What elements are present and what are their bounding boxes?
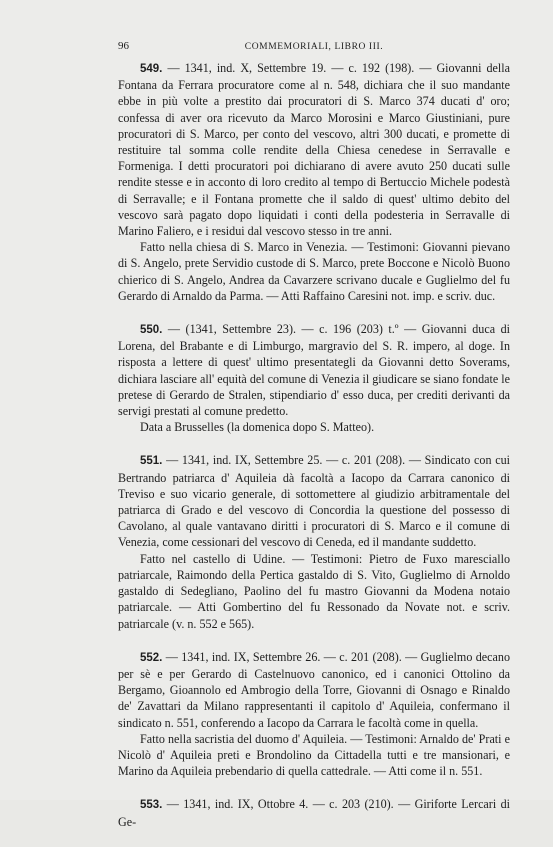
entry-549 <box>118 60 510 304</box>
entry-number: 552. <box>140 651 163 664</box>
entry-paragraph: Data a Brusselles (la domenica dopo S. Matteo). <box>140 420 375 435</box>
entry-number: 549. <box>140 63 163 75</box>
entry-number: 551. <box>140 455 163 468</box>
entry-number: 550. <box>140 324 163 337</box>
entry-paragraph: Fatto nella chiesa di S. Marco in Venezia. — Testimoni: Giovanni pievano di S. Angelo, prete Servidio custode di S. Marco, prete Boccone e Nicolò Buono chierico di S. Angelo, Andrea da Cavarzere scrivano ducale e Guglielmo del fu Gerardo di Arnaldo da Parma. — Atti Raffaino Caresini not. imp. e scriv. duc. <box>118 240 510 303</box>
body-text <box>118 60 510 847</box>
page-header <box>118 40 510 56</box>
entry-553 <box>118 796 510 829</box>
entry-551 <box>118 452 510 631</box>
entry-paragraph <box>118 796 510 829</box>
entry-paragraph <box>118 649 510 731</box>
entry-paragraph: Fatto nel castello di Udine. — Testimoni: Pietro de Fuxo maresciallo patriarcale, Raimondo della Pertica gastaldo di S. Vito, Guglielmo di Arnoldo gastaldo di Sedegliano, Paolino del fu mastro Giovanni da Modena notaio patriarcale. — Atti Gombertino del fu Ressonado da Novate not. e scriv. patriarcale (v. n. 552 e 565). <box>118 551 510 631</box>
entry-550 <box>118 321 510 435</box>
entry-text: — 1341, ind. X, Settembre 19. — c. 192 (198). — Giovanni della Fontana da Ferrara procuratore come al n. 548, dichiara che il suo mandante ebbe in più volte a prestito dai procuratori di S. Marco 374 ducati d' oro; confessa di aver ora ricevuto da Marco Morosini e Marco Giustiniani, pure procuratori di S. Marco, per conto del vescovo, altri 300 ducati, e promette di restituire tal somma colle rendite della Chiesa cenedese in Serravalle e Formeniga. I detti procuratori poi dichiarano di avere avuto 250 ducati sulle rendite stesse e in acconto di loro credito al tempo di Bertuccio Michele podestà di Serravalle; e il Fontana promette che il saldo di quest' ultimo debito del vescovo sarà pagato dopo liquidati i conti della podesteria in Serravalle di Marino Faliero, e i residui dal vescovo stesso in tre anni. <box>118 61 510 239</box>
entry-text: — 1341, ind. IX, Settembre 26. — c. 201 (208). — Guglielmo decano per sè e per Gerardo di Castelnuovo canonico, ed i canonici Ottolino da Bergamo, Gioannolo ed Ambrogio della Torre, Giovanni di Osnago e Rinaldo de' Zavattari da Milano rappresentanti il capitolo d' Aquileia, confermano il sindicato n. 551, conferendo a Iacopo da Carrara le facoltà come in quella. <box>118 649 510 730</box>
entry-text: — 1341, ind. IX, Settembre 25. — c. 201 (208). — Sindicato con cui Bertrando patriarca d' Aquileia dà facoltà a Iacopo da Carrara canonico di Treviso e suo vicario generale, di sottomettere al giudizio arbitramentale del patriarca di Grado e del vescovo di Concordia la questione del possesso di Cavolano, al quale vantavano diritti i procuratori di S. Marco e il comune di Venezia, come cessionari del vescovo di Ceneda, ed il mandante suddetto. <box>118 453 510 550</box>
entry-text: — (1341, Settembre 23). — c. 196 (203) t.º — Giovanni duca di Lorena, del Brabante e di Limburgo, margravio del S. R. impero, al doge. In risposta a lettere di quest' ultimo presentategli da Giovanni detto Soverams, dichiara lasciare all' equità del comune di Venezia il giudicare se siano fondate le pretese di Gerardo de Stralen, stipendiario d' esso duca, per crediti derivanti da servigi prestati al comune predetto. <box>118 322 510 419</box>
entry-paragraph: Fatto nella sacristia del duomo d' Aquileia. — Testimoni: Arnaldo de' Prati e Nicolò d' Aquileia preti e Brondolino da Cittadella tutti e tre mansionari, e Marino da Aquileia prebendario di quella cattedrale. — Atti come il n. 551. <box>118 731 510 779</box>
page-number: 96 <box>118 40 129 52</box>
entry-552 <box>118 649 510 780</box>
entry-text: — 1341, ind. IX, Ottobre 4. — c. 203 (210). — Giriforte Lercari di Ge- <box>118 797 510 829</box>
entry-paragraph <box>118 60 510 239</box>
entry-number: 553. <box>140 799 163 812</box>
entry-paragraph <box>118 452 510 550</box>
running-title: COMMEMORIALI, LIBRO III. <box>244 42 384 52</box>
entry-paragraph <box>118 321 510 419</box>
